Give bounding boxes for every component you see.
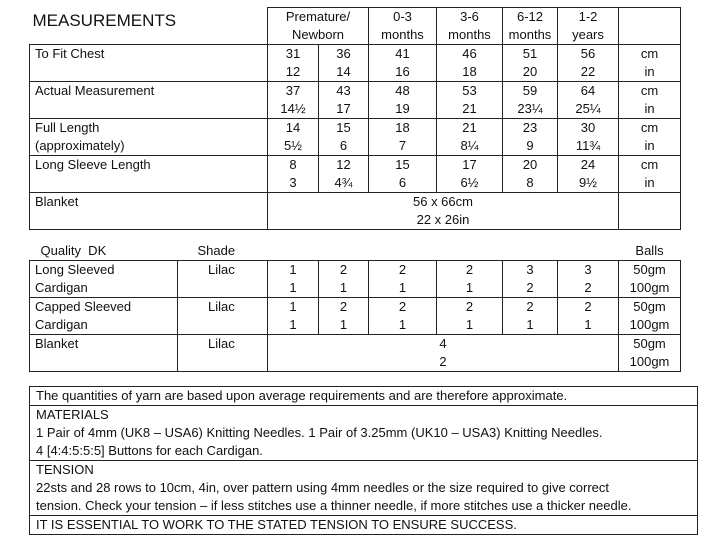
row-label: Actual Measurement: [30, 82, 268, 119]
table-row: [30, 156, 681, 193]
value-cell: 31 12: [268, 45, 319, 82]
value-cell: 46 18: [437, 45, 503, 82]
value-cell: 23 9: [503, 119, 558, 156]
value-cell: 20 8: [503, 156, 558, 193]
value-cell: 30 11¾: [558, 119, 619, 156]
unit-cell: cm in: [619, 45, 681, 82]
value-cell: 2 1: [437, 298, 503, 335]
unit-cell: cm in: [619, 82, 681, 119]
materials-line: 1 Pair of 4mm (UK8 – USA6) Knitting Needles. 1 Pair of 3.25mm (UK10 – USA3) Knitting Needles.: [36, 425, 603, 440]
value-cell: 36 14: [319, 45, 369, 82]
row-label: Capped Sleeved Cardigan: [30, 298, 178, 335]
value-cell: 14 5½: [268, 119, 319, 156]
unit-header: [619, 8, 681, 45]
measurements-table: [29, 7, 681, 230]
value-cell: 53 21: [437, 82, 503, 119]
unit-cell: [619, 193, 681, 230]
value-cell: 51 20: [503, 45, 558, 82]
unit-cell: cm in: [619, 119, 681, 156]
blanket-balls-cell: 4 2: [268, 335, 619, 372]
value-cell: 2 1: [369, 261, 437, 298]
value-cell: 43 17: [319, 82, 369, 119]
quantities-note: The quantities of yarn are based upon average requirements and are therefore approximate.: [30, 387, 697, 406]
table-row: [30, 261, 681, 298]
value-cell: 8 3: [268, 156, 319, 193]
value-cell: 1 1: [268, 261, 319, 298]
value-cell: 2 1: [558, 298, 619, 335]
value-cell: 59 23¼: [503, 82, 558, 119]
row-label: Long Sleeved Cardigan: [30, 261, 178, 298]
value-cell: 37 14½: [268, 82, 319, 119]
shade-cell: Lilac: [178, 335, 268, 372]
value-cell: 2 1: [369, 298, 437, 335]
yarn-table: [29, 242, 681, 372]
tension-heading: TENSION: [36, 462, 94, 477]
measurements-title: MEASUREMENTS: [32, 10, 177, 30]
size-header-1-2: 1-2 years: [558, 8, 619, 45]
tension-line: 22sts and 28 rows to 10cm, 4in, over pattern using 4mm needles or the size required to give correct: [36, 480, 610, 495]
value-cell: 2 1: [319, 261, 369, 298]
table-row: [30, 45, 681, 82]
shade-cell: Lilac: [178, 261, 268, 298]
essential-note: IT IS ESSENTIAL TO WORK TO THE STATED TENSION TO ENSURE SUCCESS.: [36, 517, 517, 532]
materials-line: 4 [4:4:5:5:5] Buttons for each Cardigan.: [36, 443, 263, 458]
size-header-0-3: 0-3 months: [369, 8, 437, 45]
value-cell: 2 1: [319, 298, 369, 335]
unit-cell: 50gm 100gm: [619, 335, 681, 372]
shade-label: Shade: [197, 243, 236, 258]
value-cell: 64 25¼: [558, 82, 619, 119]
value-cell: 21 8¼: [437, 119, 503, 156]
balls-label: Balls: [635, 243, 664, 258]
unit-cell: 50gm 100gm: [619, 261, 681, 298]
table-row: [30, 82, 681, 119]
blanket-size-cell: 56 x 66cm 22 x 26in: [268, 193, 619, 230]
value-cell: 1 1: [268, 298, 319, 335]
value-cell: 18 7: [369, 119, 437, 156]
size-header-3-6: 3-6 months: [437, 8, 503, 45]
value-cell: 48 19: [369, 82, 437, 119]
row-label: Blanket: [30, 193, 268, 230]
value-cell: 2 1: [503, 298, 558, 335]
unit-cell: cm in: [619, 156, 681, 193]
value-cell: 3 2: [503, 261, 558, 298]
shade-cell: Lilac: [178, 298, 268, 335]
value-cell: 15 6: [369, 156, 437, 193]
value-cell: 15 6: [319, 119, 369, 156]
notes-box: [29, 386, 698, 535]
row-label: To Fit Chest: [30, 45, 268, 82]
value-cell: 56 22: [558, 45, 619, 82]
value-cell: 24 9½: [558, 156, 619, 193]
value-cell: 12 4¾: [319, 156, 369, 193]
value-cell: 3 2: [558, 261, 619, 298]
row-label: Long Sleeve Length: [30, 156, 268, 193]
size-header-premature: Premature/ Newborn: [268, 8, 369, 45]
unit-cell: 50gm 100gm: [619, 298, 681, 335]
quality-label: Quality DK: [40, 243, 107, 258]
size-header-6-12: 6-12 months: [503, 8, 558, 45]
value-cell: 2 1: [437, 261, 503, 298]
tension-section: [30, 461, 697, 516]
value-cell: 41 16: [369, 45, 437, 82]
value-cell: 17 6½: [437, 156, 503, 193]
table-row: [30, 298, 681, 335]
table-row: [30, 335, 681, 372]
tension-line: tension. Check your tension – if less stitches use a thinner needle, if more stitches use a thicker needle.: [36, 498, 632, 513]
table-row: [30, 119, 681, 156]
table-row: [30, 193, 681, 230]
row-label: Blanket: [30, 335, 178, 372]
row-label: Full Length (approximately): [30, 119, 268, 156]
materials-section: [30, 406, 697, 461]
materials-heading: MATERIALS: [36, 407, 109, 422]
